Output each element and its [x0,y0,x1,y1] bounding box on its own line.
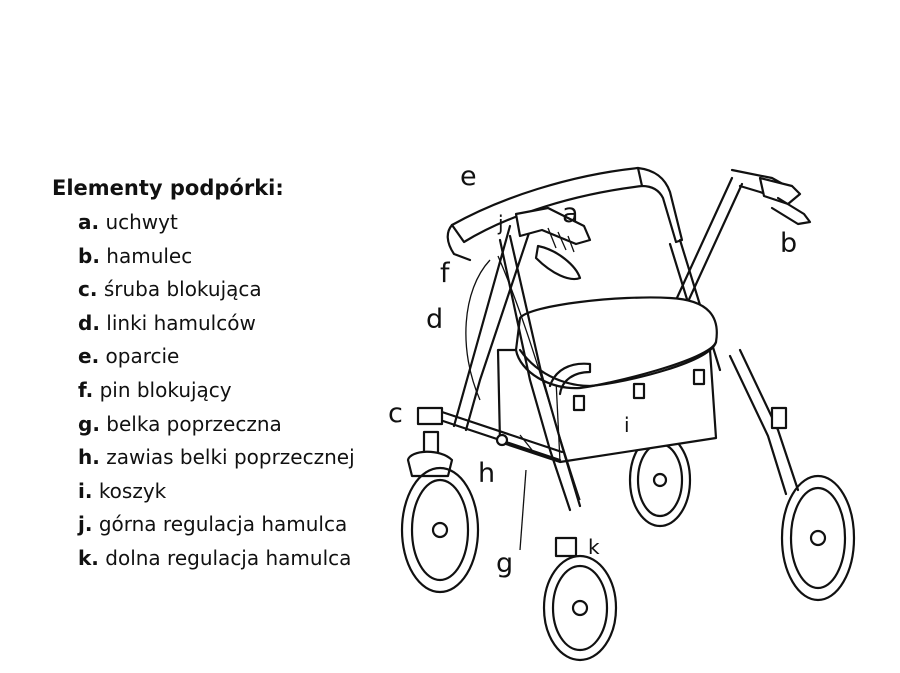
legend-item-h [52,441,355,475]
legend-item-f [52,374,355,408]
legend-key: e. [78,344,100,369]
wheel-rear-left-rim [638,444,682,516]
legend-title: Elementy podpórki: [52,176,284,200]
wheel-front-left-rim [412,480,468,580]
legend-item-g [52,408,355,442]
brake-cable-left [466,260,490,400]
legend-key: i. [78,478,93,503]
lock-bolt-left [418,408,442,424]
callout-a: a [562,198,579,229]
legend-item-k [52,542,355,576]
legend-item-a [52,206,355,240]
legend-item-b [52,240,355,274]
legend-text: uchwyt [105,210,178,234]
callout-h: h [478,458,496,489]
wheel-front-right-rim [553,566,607,650]
callout-e: e [460,161,477,192]
basket-clip [694,370,704,384]
legend-item-c [52,273,355,307]
lock-bolt-right [772,408,786,428]
legend-text: oparcie [105,344,180,369]
legend-text: dolna regulacja hamulca [105,545,352,570]
callout-g: g [496,548,514,579]
legend-item-e [52,340,355,374]
legend-key: j. [78,512,93,537]
wheel-rear-right-rim [791,488,845,588]
legend-key: a. [78,210,100,234]
legend-text: zawias belki poprzecznej [106,445,355,470]
callout-d: d [426,304,444,335]
rollator-illustration [380,150,900,665]
crossbar-hinge [497,435,507,445]
caster-housing-left [408,452,452,476]
wheel-front-right-hub [573,601,587,615]
legend-text: linki hamulców [106,310,256,335]
callout-i: i [624,413,630,437]
wheel-rear-right [782,476,854,600]
legend-key: g. [78,411,100,436]
backrest-right-tube [638,168,682,242]
legend-key: k. [78,545,99,570]
wheel-front-left-hub [433,523,447,537]
legend-text: śruba blokująca [103,277,262,302]
frame-right-leg [730,350,798,494]
callout-c: c [388,398,403,429]
frame-rear-right-front [676,178,742,306]
wheel-front-left [402,468,478,592]
legend-key: b. [78,243,100,268]
legend-text: pin blokujący [99,377,232,402]
brake-adjuster-lower [556,538,576,556]
legend-key: d. [78,310,100,335]
parts-legend [52,176,355,576]
legend-text: koszyk [98,478,167,503]
leader-line-g [520,470,526,550]
legend-item-i [52,475,355,509]
callout-j: j [498,211,504,235]
legend-key: h. [78,445,100,470]
legend-text: belka poprzeczna [106,411,282,436]
wheel-front-right [544,556,616,660]
legend-text: hamulec [106,243,193,268]
legend-key: c. [78,277,98,302]
basket-clip [634,384,644,398]
callout-b: b [780,228,798,259]
legend-item-d [52,307,355,341]
legend-text: górna regulacja hamulca [98,512,348,537]
callout-f: f [440,258,450,289]
callout-k: k [588,535,600,559]
legend-item-j [52,508,355,542]
legend-key: f. [78,377,94,402]
wheel-rear-left-hub [654,474,666,486]
basket-clip [574,396,584,410]
wheel-rear-right-hub [811,531,825,545]
